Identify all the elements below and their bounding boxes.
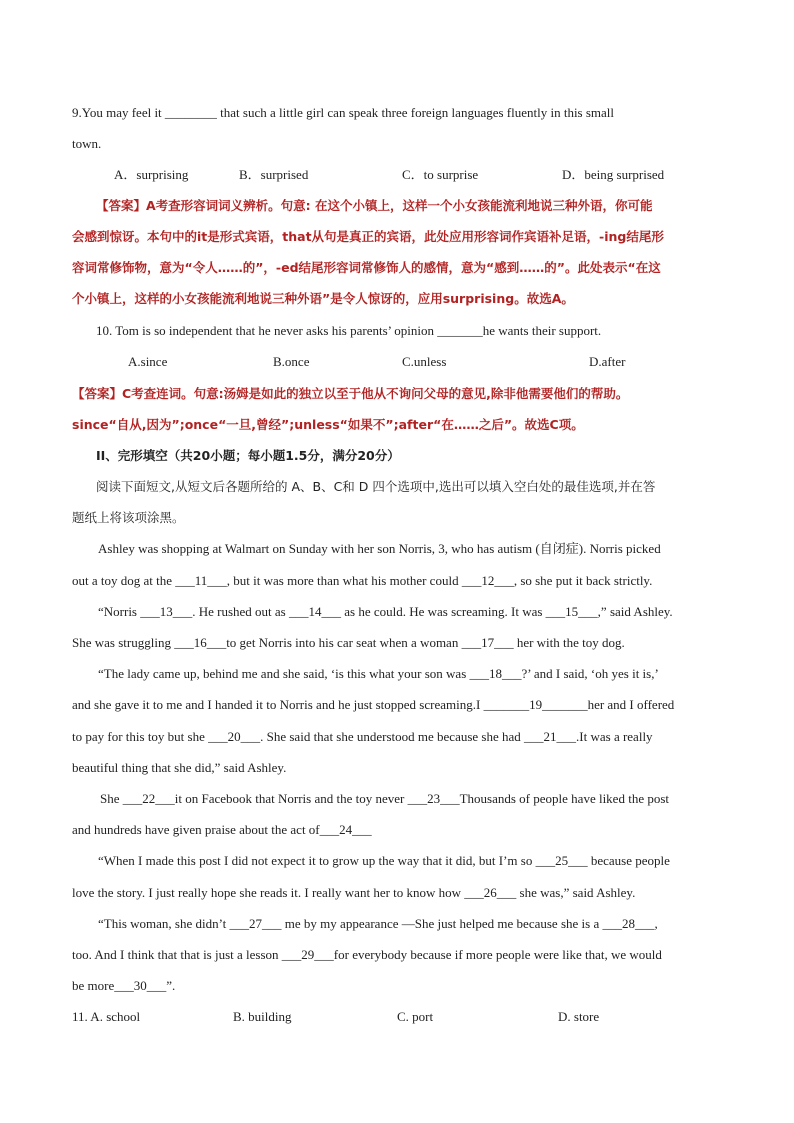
passage-line-14: too. And I think that that is just a lesson ___29___for everybody because if more people were like that, we would — [72, 947, 662, 962]
section-instruction-line-1: 阅读下面短文,从短文后各题所给的 A、B、C和 D 四个选项中,选出可以填入空白处的最佳选项,并在答 — [96, 479, 656, 494]
q9-option-b: B．surprised — [239, 167, 309, 182]
q10-option-b: B.once — [273, 354, 310, 369]
q9-answer-line-3: 容词常修饰物，意为“令人……的”，-ed结尾形容词常修饰人的感情，意为“感到……的”。此处表示“在这 — [72, 260, 661, 275]
q11-option-d: D. store — [558, 1009, 600, 1024]
passage-line-4: She was struggling ___16___to get Norris into his car seat when a woman ___17___ her with the toy dog. — [72, 635, 625, 650]
passage-line-6: and she gave it to me and I handed it to Norris and he just stopped screaming.I _______19_______her and I offered — [72, 697, 675, 712]
q11-option-b: B. building — [233, 1009, 292, 1024]
passage-line-5: “The lady came up, behind me and she said, ‘is this what your son was ___18___?’ and I said, ‘oh yes it is,’ — [98, 666, 659, 681]
passage-line-12: love the story. I just really hope she reads it. I really want her to know how ___26___ she was,” said Ashley. — [72, 885, 636, 900]
passage-line-9: She ___22___it on Facebook that Norris and the toy never ___23___Thousands of people have liked the post — [100, 791, 670, 806]
passage-line-7: to pay for this toy but she ___20___. She said that she understood me because she had ___21___.It was a really — [72, 729, 653, 744]
passage-line-8: beautiful thing that she did,” said Ashley. — [72, 760, 287, 775]
section-instruction-line-2: 题纸上将该项涂黑。 — [72, 510, 185, 525]
passage-line-2: out a toy dog at the ___11___, but it was more than what his mother could ___12___, so she put it back strictly. — [72, 573, 653, 588]
q9-answer-line-2: 会感到惊讶。本句中的it是形式宾语，that从句是真正的宾语，此处应用形容词作宾语补足语，-ing结尾形 — [72, 229, 664, 244]
q10-stem: 10. Tom is so independent that he never asks his parents’ opinion _______he wants their support. — [96, 323, 602, 338]
q11-option-a: 11. A. school — [72, 1009, 141, 1024]
q10-option-c: C.unless — [402, 354, 447, 369]
q10-option-d: D.after — [589, 354, 626, 369]
passage-line-10: and hundreds have given praise about the act of___24___ — [72, 822, 372, 837]
passage-line-11: “When I made this post I did not expect it to grow up the way that it did, but I’m so ___25___ because people — [98, 853, 670, 868]
passage-line-13: “This woman, she didn’t ___27___ me by my appearance —She just helped me because she is a ___28___, — [98, 916, 658, 931]
passage-line-15: be more___30___”. — [72, 978, 176, 993]
q9-stem-line-1: 9.You may feel it ________ that such a little girl can speak three foreign languages fluently in this small — [72, 105, 615, 120]
q10-option-a: A.since — [128, 354, 168, 369]
q9-stem-line-2: town. — [72, 136, 102, 151]
q9-answer-line-1: 【答案】A考查形容词词义辨析。句意: 在这个小镇上，这样一个小女孩能流利地说三种外语，你可能 — [96, 198, 653, 213]
q11-option-c: C. port — [397, 1009, 434, 1024]
q9-option-c: C．to surprise — [402, 167, 479, 182]
passage-line-1: Ashley was shopping at Walmart on Sunday with her son Norris, 3, who has autism (自闭症). Norris picked — [98, 541, 661, 556]
q9-option-d: D．being surprised — [562, 167, 665, 182]
q10-answer-line-2: since“自从,因为”;once“一旦,曾经”;unless“如果不”;after“在……之后”。故选C项。 — [72, 417, 584, 432]
section-heading: II、完形填空（共20小题；每小题1.5分，满分20分） — [96, 448, 400, 463]
q10-answer-line-1: 【答案】C考查连词。句意:汤姆是如此的独立以至于他从不询问父母的意见,除非他需要他们的帮助。 — [72, 386, 629, 401]
passage-line-3: “Norris ___13___. He rushed out as ___14___ as he could. He was screaming. It was ___15___,” said Ashley. — [98, 604, 673, 619]
q9-answer-line-4: 个小镇上，这样的小女孩能流利地说三种外语”是令人惊讶的，应用surprising。故选A。 — [72, 291, 574, 306]
q9-option-a: A．surprising — [114, 167, 189, 182]
